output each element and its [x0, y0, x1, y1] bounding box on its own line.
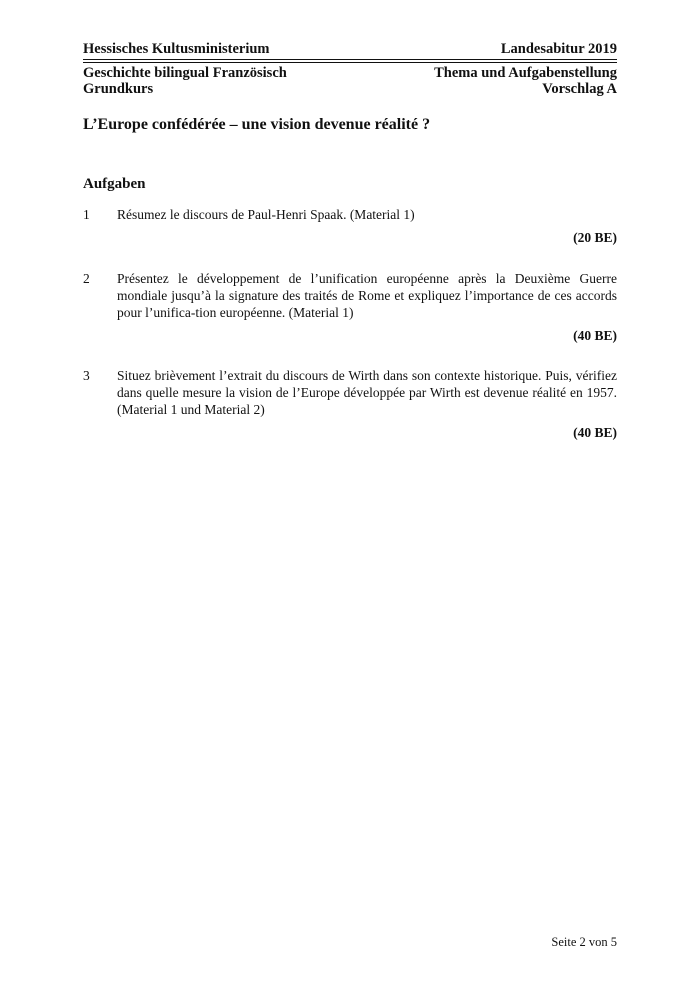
- task-item: [83, 270, 617, 344]
- proposal-label: Vorschlag A: [542, 81, 617, 97]
- task-item: [83, 206, 617, 246]
- doc-type-label: Thema und Aufgabenstellung: [434, 65, 617, 81]
- course-label: Grundkurs: [83, 81, 154, 97]
- task-points: (40 BE): [573, 328, 617, 343]
- exam-label: Landesabitur 2019: [500, 41, 617, 57]
- ministry-label: Hessisches Kultusministerium: [83, 41, 270, 57]
- task-points: (40 BE): [573, 425, 617, 440]
- task-number: 1: [83, 207, 90, 222]
- task-item: [83, 367, 617, 441]
- task-number: 3: [83, 368, 90, 383]
- subject-label: Geschichte bilingual Französisch: [83, 65, 287, 81]
- task-text: Présentez le développement de l’unification européenne après la Deuxième Guerre mondiale jusqu’à la signature des traités de Rome et expliquez l’importance de ces accords pour l’unifica-tion européenne. (Material 1): [117, 271, 617, 320]
- header-divider: [83, 59, 617, 63]
- task-number: 2: [83, 271, 90, 286]
- document-page: [83, 0, 617, 990]
- task-points: (20 BE): [573, 230, 617, 245]
- document-title: L’Europe confédérée – une vision devenue réalité ?: [83, 116, 431, 133]
- task-text: Situez brièvement l’extrait du discours de Wirth dans son contexte historique. Puis, vérifiez dans quelle mesure la vision de l’Europe développée par Wirth est devenue réalité en 1957. (Material 1 und Material 2): [117, 368, 617, 417]
- section-heading: Aufgaben: [83, 176, 146, 192]
- page-number: Seite 2 von 5: [551, 935, 617, 949]
- task-text: Résumez le discours de Paul-Henri Spaak. (Material 1): [117, 207, 415, 222]
- header-sub-block: [83, 65, 617, 97]
- header-top-row: [83, 41, 617, 58]
